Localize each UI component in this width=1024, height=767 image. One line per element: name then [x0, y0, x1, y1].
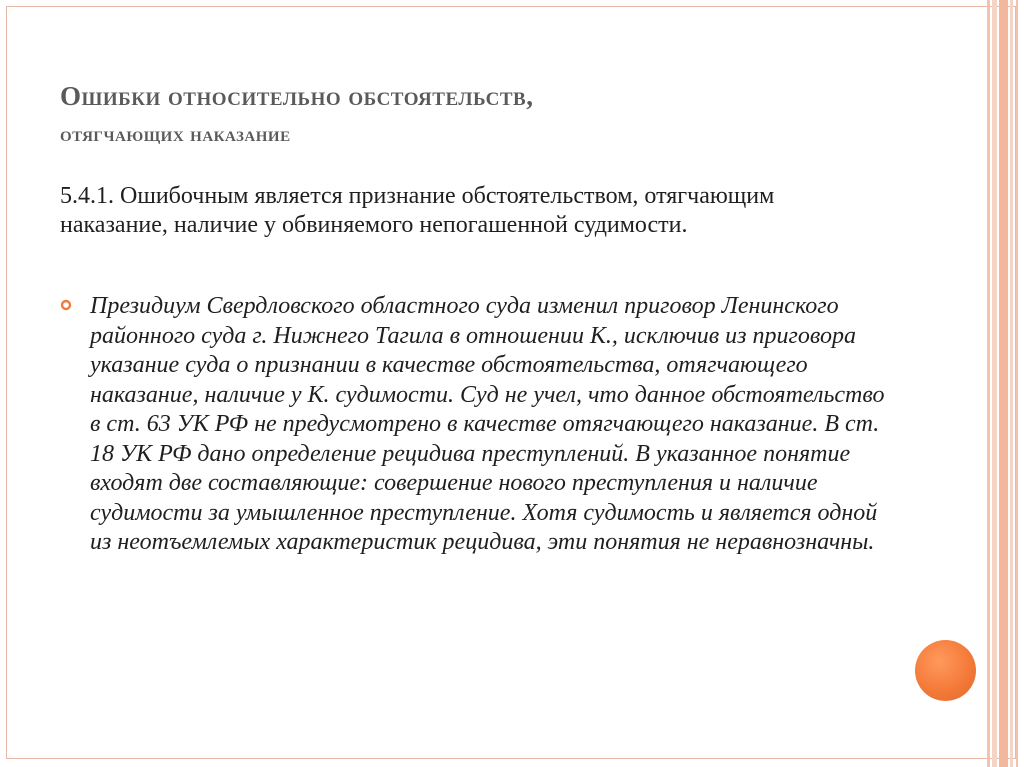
decorative-circle: [915, 640, 976, 701]
decorative-stripe: [987, 0, 990, 767]
decorative-stripe: [1010, 0, 1013, 767]
title-line-2: отягчающих наказание: [60, 121, 291, 146]
decorative-stripe: [1016, 0, 1018, 767]
intro-paragraph: 5.4.1. Ошибочным является признание обстоятельством, отягчающим наказание, наличие у обвиняемого непогашенной судимости.: [60, 183, 775, 238]
slide-title: [60, 78, 940, 152]
decorative-stripe: [999, 0, 1008, 767]
decorative-stripe: [992, 0, 997, 767]
bullet-text: Президиум Свердловского областного суда изменил приговор Ленинского районного суда г. Нижнего Тагила в отношении К., исключив из приговора указание суда о признании в качестве обстоятельства, отягчающего наказание, наличие у К. судимости. Суд не учел, что данное обстоятельство в ст. 63 УК РФ не предусмотрено в качестве отягчающего наказание. В ст. 18 УК РФ дано определение рецидива преступлений. В указанное понятие входят две составляющие: совершение нового преступления и наличие судимости за умышленное преступление. Хотя судимость и является одной из неотъемлемых характеристик рецидива, эти понятия не неравнозначны.: [90, 293, 885, 555]
ring-bullet-icon: [60, 298, 72, 310]
title-line-1: Ошибки относительно обстоятельств,: [60, 81, 534, 111]
